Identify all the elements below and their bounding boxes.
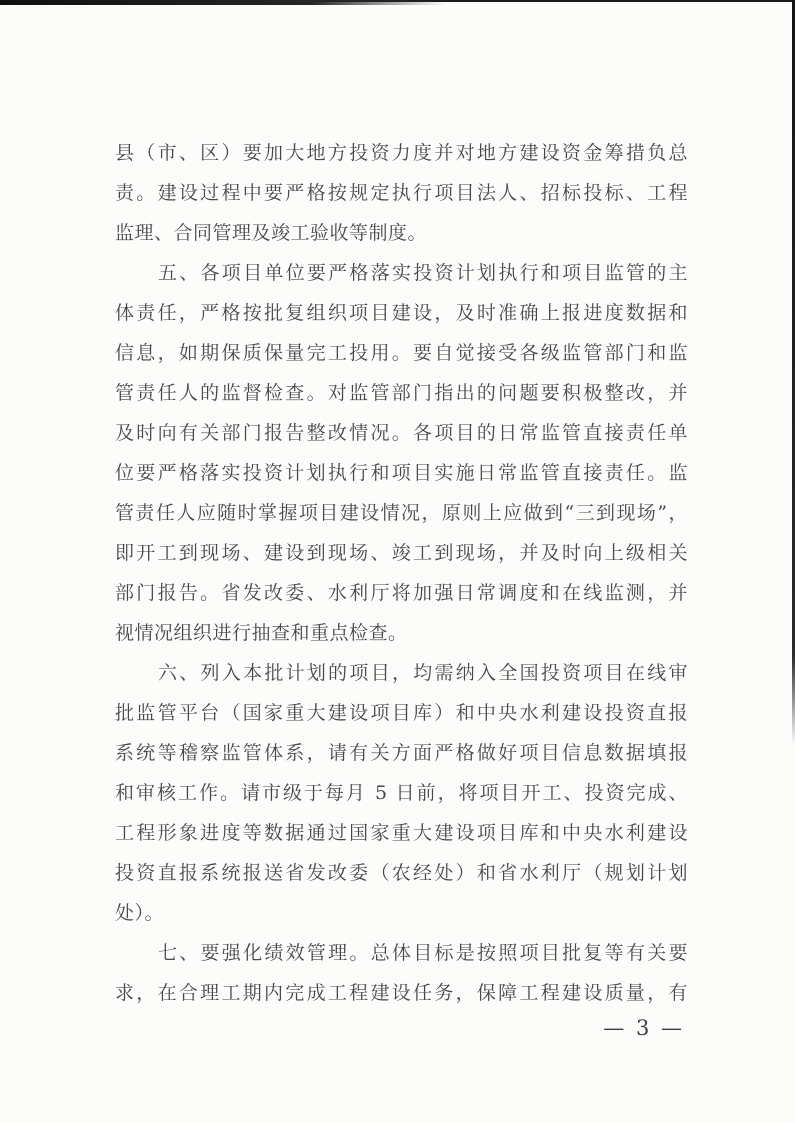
scan-edge-top-thick	[0, 0, 445, 5]
text-line: 六、列入本批计划的项目，均需纳入全国投资项目在线审	[158, 662, 688, 684]
text-line: 管责任人的监督检查。对监管部门指出的问题要积极整改，并	[115, 382, 688, 404]
text-line: 及时向有关部门报告整改情况。各项目的日常监管直接责任单	[115, 422, 688, 444]
page-number: — 3 —	[603, 1016, 683, 1040]
text-line: 和审核工作。请市级于每月 5 日前，将项目开工、投资完成、	[115, 782, 688, 804]
text-line: 视情况组织进行抽查和重点检查。	[115, 622, 408, 644]
text-line: 监理、合同管理及竣工验收等制度。	[115, 222, 428, 244]
text-line: 责。建设过程中要严格按规定执行项目法人、招标投标、工程	[115, 182, 688, 204]
text-line: 投资直报系统报送省发改委（农经处）和省水利厅（规划计划	[115, 862, 688, 884]
text-line: 管责任人应随时掌握项目建设情况，原则上应做到“三到现场”，	[115, 502, 688, 524]
text-line: 七、要强化绩效管理。总体目标是按照项目批复等有关要	[158, 942, 688, 964]
text-line: 即开工到现场、建设到现场、竣工到现场，并及时向上级相关	[115, 542, 688, 564]
text-line: 系统等稽察监管体系，请有关方面严格做好项目信息数据填报	[115, 742, 688, 764]
text-line: 信息，如期保质保量完工投用。要自觉接受各级监管部门和监	[115, 342, 688, 364]
text-line: 工程形象进度等数据通过国家重大建设项目库和中央水利建设	[115, 822, 688, 844]
text-line: 批监管平台（国家重大建设项目库）和中央水利建设投资直报	[115, 702, 688, 724]
text-line: 求，在合理工期内完成工程建设任务，保障工程建设质量，有	[115, 982, 688, 1004]
text-line: 位要严格落实投资计划执行和项目实施日常监管直接责任。监	[115, 462, 688, 484]
text-line: 五、各项目单位要严格落实投资计划执行和项目监管的主	[158, 262, 688, 284]
text-line: 县（市、区）要加大地方投资力度并对地方建设资金筹措负总	[115, 142, 688, 164]
text-line: 体责任，严格按批复组织项目建设，及时准确上报进度数据和	[115, 302, 688, 324]
text-line: 处）。	[115, 902, 165, 924]
document-body	[115, 133, 688, 1013]
text-line: 部门报告。省发改委、水利厅将加强日常调度和在线监测，并	[115, 582, 688, 604]
